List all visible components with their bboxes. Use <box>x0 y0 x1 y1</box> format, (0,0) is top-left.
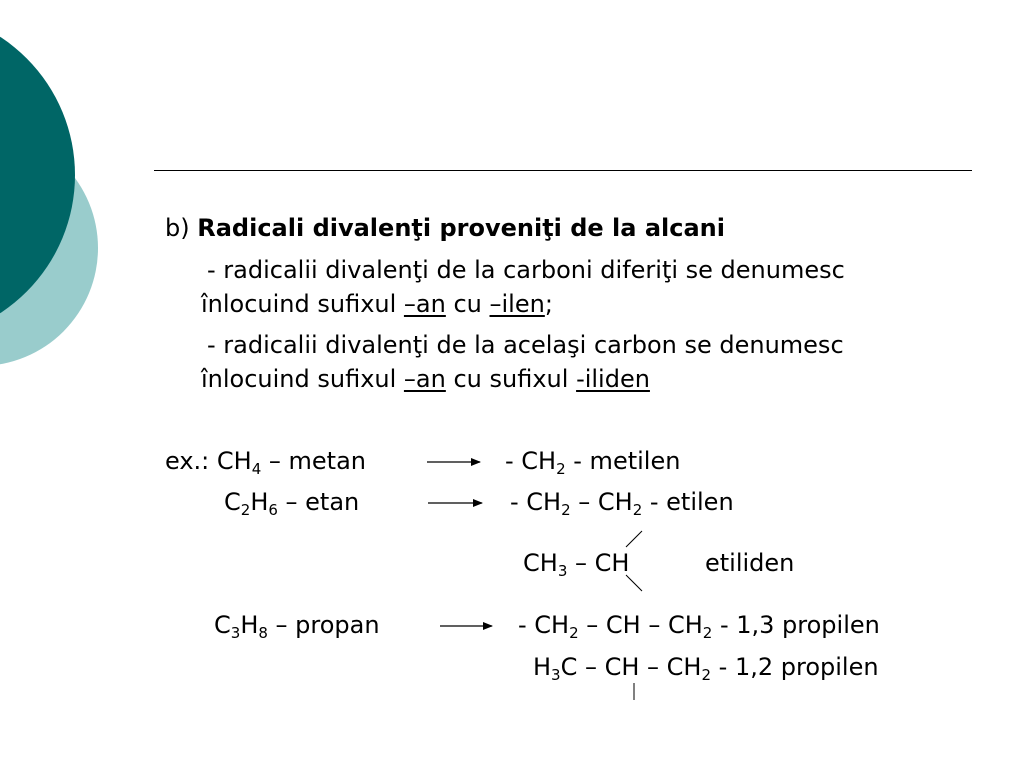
subscript: 4 <box>251 460 262 478</box>
suffix-an: –an <box>403 290 446 318</box>
compound-name: – etan <box>277 488 360 516</box>
subscript: 6 <box>268 501 278 519</box>
heading-prefix: b) <box>165 214 190 242</box>
bullet2-text-a: înlocuind sufixul <box>201 365 404 393</box>
subscript: 2 <box>569 624 579 642</box>
radical-name: - 1,2 propilen <box>711 653 879 681</box>
ex-prefix: ex.: CH <box>165 447 252 475</box>
radical-name: - etilen <box>642 488 734 516</box>
bullet1-text-c: ; <box>544 290 553 318</box>
subscript: 8 <box>258 624 268 642</box>
formula-part: – CH <box>570 488 633 516</box>
formula-part: H <box>533 653 552 681</box>
radical-etiliden-name: etiliden <box>705 549 795 577</box>
formula-part: - CH <box>518 611 570 639</box>
bond-line-upper <box>626 531 642 547</box>
subscript: 2 <box>240 501 251 519</box>
radical-name: - metilen <box>565 447 681 475</box>
bullet1-line1: - radicalii divalenţi de la carboni diferiţi se denumesc <box>207 256 845 284</box>
formula-part: C <box>224 488 241 516</box>
subscript: 3 <box>557 562 568 580</box>
subscript: 2 <box>556 460 566 478</box>
formula-part: – CH – CH <box>578 611 703 639</box>
formula-part: CH <box>523 549 558 577</box>
formula-part: – CH <box>567 549 630 577</box>
formula-part: H <box>250 488 269 516</box>
radical-name: - 1,3 propilen <box>712 611 880 639</box>
suffix-ilen: –ilen <box>489 290 545 318</box>
subscript: 2 <box>702 624 713 642</box>
compound-name: – propan <box>267 611 380 639</box>
formula-part: H <box>240 611 259 639</box>
subscript: 3 <box>230 624 241 642</box>
radical-formula: - CH <box>505 447 557 475</box>
bond-line-lower <box>626 575 642 591</box>
subscript: 3 <box>551 666 561 684</box>
formula-part: C – CH – CH <box>560 653 702 681</box>
subscript: 2 <box>632 501 643 519</box>
bullet1-text-b: cu <box>445 290 490 318</box>
bullet2-line1: - radicalii divalenţi de la acelaşi carbon se denumesc <box>207 331 844 359</box>
bullet1-text-a: înlocuind sufixul <box>201 290 404 318</box>
formula-part: - CH <box>510 488 562 516</box>
compound-name: – metan <box>261 447 366 475</box>
suffix-iliden: -iliden <box>576 365 650 393</box>
subscript: 2 <box>561 501 571 519</box>
suffix-an: –an <box>403 365 446 393</box>
bullet2-text-b: cu sufixul <box>445 365 577 393</box>
formula-part: C <box>214 611 231 639</box>
heading-text: Radicali divalenţi proveniţi de la alcani <box>197 214 725 242</box>
subscript: 2 <box>701 666 712 684</box>
